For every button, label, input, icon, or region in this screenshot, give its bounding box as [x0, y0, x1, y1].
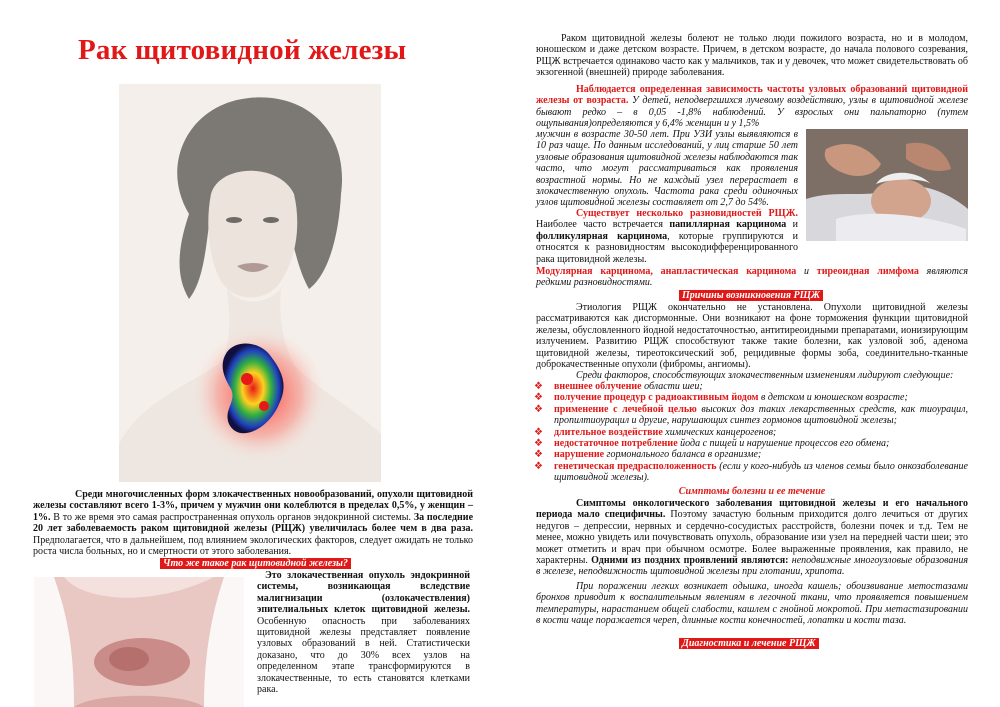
- diamond-bullet-icon: ❖: [534, 449, 543, 461]
- right-paragraph-2: Наблюдается определенная зависимость частоты узловых образований щитовидной железы от возраста. У детей, неподвергшихся лучевому воздействию, узлы в щитовидной железе бывают редко – в 0,05 -1,8% наблюдений. У взрослых они пальпаторно (путем ощупывания)определяются у 6,4% женщин и у 1,5%: [536, 84, 968, 130]
- right-paragraph-5: Этиология РЩЖ окончательно не установлена. Опухоли щитовидной железы рассматриваются как дисгормонные. Они возникают на фоне торможения функции щитовидной железы, обусловленного йодной недостаточностью, антитиреоидными препаратами, ионизирующим излучением. Развитию РЩЖ способствуют также такие болезни, как узловой зоб, аденома щитовидной железы, тиреотоксический зоб, рецидивные формы зоба, соединительно-тканные доброкачественные опухоли (фибромы, ангиомы).: [536, 302, 968, 371]
- what-is-heading: Что же такое рак щитовидной железы?: [160, 558, 351, 569]
- list-item: ❖ внешнее облучение области шеи;: [534, 381, 703, 392]
- diamond-bullet-icon: ❖: [534, 460, 543, 472]
- right-paragraph-2b: мужчин в возрасте 30-50 лет. При УЗИ узлы выявляются в 10 раз чаще. По данным исследований, у лиц старше 50 лет узловые образования щитовидной железы наблюдаются так часто, что могут рассматриваться как проявления возрастной нормы. Но не каждый узел перерастает в злокачественную опухоль. Частота рака среди одиночных узлов щитовидной железы составляет от 2,7 до 54%.: [536, 129, 798, 209]
- symptoms-heading: Симптомы болезни и ее течение: [678, 486, 826, 497]
- right-paragraph-1: Раком щитовидной железы болеют не только люди пожилого возраста, но и в молодом, юношеском и даже детском возрасте. Причем, в детском возрасте, до начала полового созревания, РЩЖ встречается одинаково часто как у мальчиков, так и у девочек, что может свидетельствовать об экзогенной (внешней) природе заболевания.: [536, 33, 968, 79]
- list-item: ❖ недостаточное потребление йода с пищей и нарушение процессов его обмена;: [534, 438, 890, 450]
- list-item: ❖ получение процедур с радиоактивным йодом в детском и юношеском возрасте;: [534, 392, 908, 404]
- causes-heading: Причины возникновения РЩЖ: [679, 290, 823, 301]
- diagnostics-heading: Диагностика и лечение РЩЖ: [679, 638, 819, 649]
- right-paragraph-7: При поражении легких возникает одышка, иногда кашель; обоизвивание метостазами бронхов приводит к воспалительным явлениям в легочной ткани, что проявляется повышением температуры, нарастанием общей слабости, кашлем с гнойной мокротой. При метастазировании в кости чаще поражается череп, длинные кости конечностей, лопатки и кости таза.: [536, 581, 968, 627]
- woman-illustration: [119, 84, 381, 482]
- factors-list: [532, 381, 968, 484]
- list-item: ❖ применение с лечебной целью высоких доз таких лекарственных средств, как тиоурацил, пропилтиоурацил и другие, нарушающих синтез гормонов щитовидной железы;: [534, 403, 968, 427]
- list-item: ❖ нарушение гормонального баланса в организме;: [534, 449, 762, 461]
- diamond-bullet-icon: ❖: [534, 403, 543, 415]
- diamond-bullet-icon: ❖: [534, 381, 543, 392]
- right-paragraph-3: Существует несколько разновидностей РЩЖ. Наиболее часто встречается папиллярная карцинома и фолликулярная карцинома, которые группируются и относятся к разновидностям высокодифференцированного рака щитовидной железы.: [536, 208, 798, 265]
- neck-photo: [34, 577, 244, 707]
- diamond-bullet-icon: ❖: [534, 438, 543, 450]
- factors-intro: Среди факторов, способствующих злокачественным изменениям лидируют следующие:: [576, 370, 954, 381]
- right-paragraph-6: Симптомы онкологического заболевания щитовидной железы и его начального периода мало специфичны. Поэтому зачастую больным приходится долго лечиться от других недугов – депрессии, нервных и сердечно-сосудистых расстройств, болезни почек и т.д. Тем не менее, можно увидеть или почувствовать опухоль, образование изи узел на передней части шеи; это может отметить и врач при обычном осмотре. Более выраженные проявления, как правило, не характерны. Одними из поздних проявлений являются: неподвижные многоузловые образования в железе, неподвижность щитовидной железы при глотании, хрипота.: [536, 498, 968, 578]
- intro-paragraph: Среди многочисленных форм злокачественных новообразований, опухоли щитовидной железы составляют всего 1-3%, причем у мужчин они колеблются в пределах 0,5%, у женщин – 1%. В то же время это самая распространенная опухоль органов эндокринной системы. За последние 20 лет заболеваемость раком щитовидной железы (РЩЖ) увеличилась более чем в два раза. Предполагается, что в дальнейшем, под влиянием экологических факторов, следует ожидать не только роста числа больных, но и смертности от этого заболевания.: [33, 489, 474, 558]
- page-title: Рак щитовидной железы: [78, 34, 407, 66]
- list-item: ❖ генетическая предрасположенность (если у кого-нибудь из членов семьи было онкозаболевание щитовидной железы).: [534, 460, 968, 484]
- diamond-bullet-icon: ❖: [534, 392, 543, 404]
- right-paragraph-4: Модулярная карцинома, анапластическая карцинома и тиреоидная лимфома являются редкими разновидностями.: [536, 266, 969, 289]
- definition-paragraph: Это злокачественная опухоль эндокринной системы, возникающая вследствие малигнизации (озлокачествления) эпителиальных клеток щитовидной железы. Особенную опасность при заболеваниях щитовидной железы представляет появление узловых образований в ней. Статистически доказано, что до 30% всех узлов на определенном этапе трансформируются в злокачественные, то есть становятся клетками рака.: [257, 570, 470, 696]
- diamond-bullet-icon: ❖: [534, 426, 543, 438]
- doctor-exam-photo: [806, 129, 968, 241]
- list-item: ❖ длительное воздействие химических канцерогенов;: [534, 426, 777, 438]
